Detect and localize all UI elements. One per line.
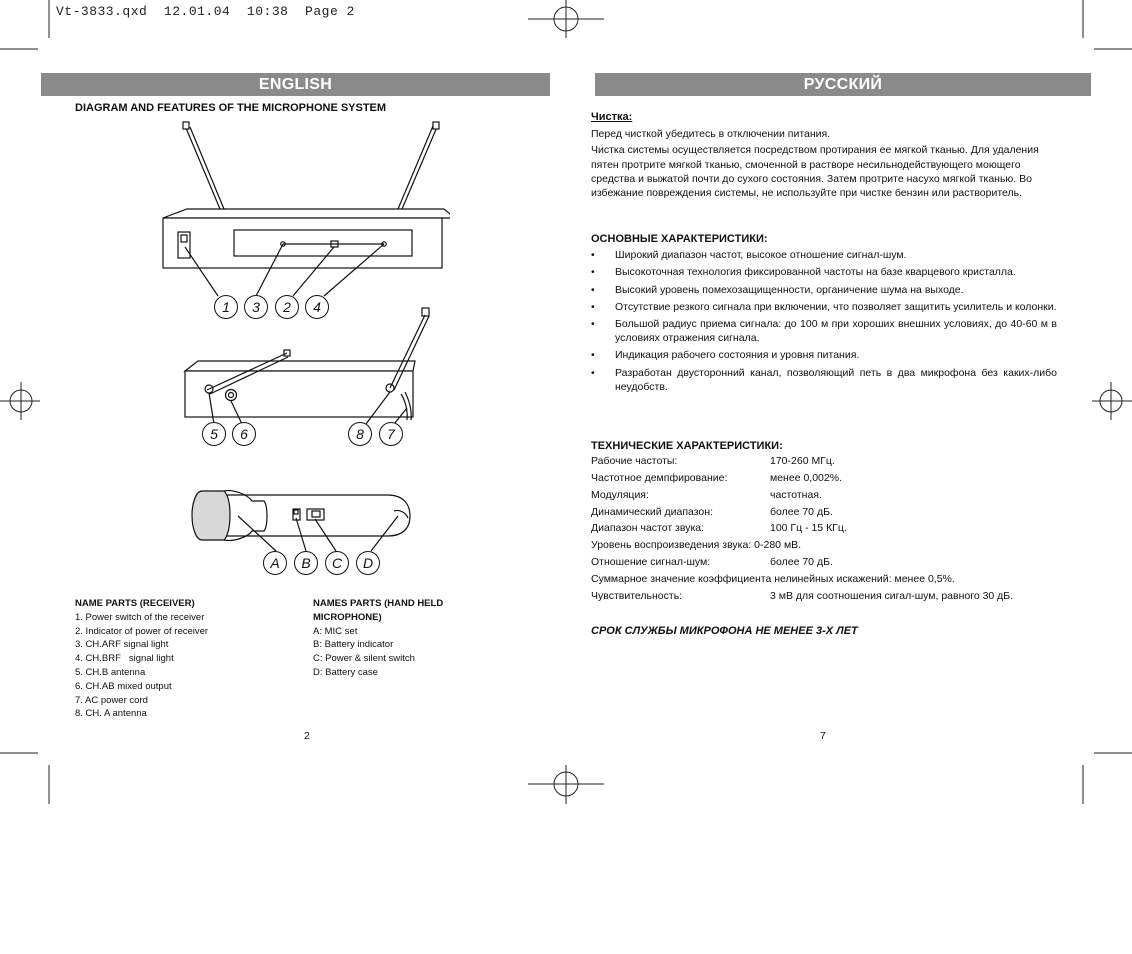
list-item: • Большой радиус приема сигнала: до 100 м при хороших внешних условиях, до 40-60 м в условиях отражения сигнала.: [591, 318, 1057, 345]
callout-label: C: [331, 555, 343, 571]
list-item: 8. CH. A antenna: [75, 708, 147, 720]
list-item: 7. AC power cord: [75, 694, 148, 706]
service-life-note: СРОК СЛУЖБЫ МИКРОФОНА НЕ МЕНЕЕ 3-Х ЛЕТ: [591, 625, 858, 637]
callout-label: 4: [313, 299, 321, 315]
callout-label: 3: [252, 299, 260, 315]
list-item: • Высокий уровень помехозащищенности, органичение шума на выходе.: [591, 283, 964, 296]
list-item: • Широкий диапазон частот, высокое отношение сигнал-шум.: [591, 249, 907, 262]
callout-label: D: [362, 555, 374, 571]
callout-label: 8: [356, 426, 364, 442]
spec-row: Диапазон частот звука: 100 Гц - 15 КГц.: [591, 522, 847, 535]
list-item: 5. CH.B antenna: [75, 666, 146, 678]
list-item: 3. CH.ARF signal light: [75, 639, 169, 651]
handheld-parts-list: [313, 597, 543, 680]
callout-label: A: [270, 555, 280, 571]
list-item: 6. CH.AB mixed output: [75, 680, 172, 692]
english-header-band: ENGLISH: [41, 73, 550, 96]
cleaning-heading: Чистка:: [591, 111, 633, 123]
list-item: • Индикация рабочего состояния и уровня питания.: [591, 349, 860, 362]
spec-row-level: Уровень воспроизведения звука: 0-280 мВ.: [591, 539, 802, 552]
callout-label: 7: [387, 426, 395, 442]
spec-row: Рабочие частоты: 170-260 МГц.: [591, 455, 835, 468]
spec-row: Отношение сигнал-шум: более 70 дБ.: [591, 555, 833, 568]
page-number-right: 7: [820, 730, 826, 742]
callout-label: 1: [222, 299, 230, 315]
list-item: C: Power & silent switch: [313, 653, 415, 665]
callout-label: 2: [283, 299, 291, 315]
handheld-parts-heading-cont: MICROPHONE): [313, 611, 382, 623]
list-item: • Разработан двусторонний канал, позволяющий петь в два микрофона без каких-либо неудобств.: [591, 366, 1057, 393]
handheld-parts-heading: NAMES PARTS (HAND HELD: [313, 598, 444, 609]
cleaning-paragraph-2: Чистка системы осуществляется посредством протирания ее мягкой тканью. Для удаления пятен протрите мягкой тканью, смоченной в растворе несильнодействующего моющего средства и выжатой почти до сухого состояния. Затем протрите насухо мягкой тканью. Во избежание повреждения системы, не используйте при чистке бензин или растворитель.: [591, 144, 1039, 200]
callout-label: B: [301, 555, 311, 571]
list-item: A: MIC set: [313, 625, 358, 637]
callout-label: 5: [210, 426, 218, 442]
receiver-parts-list: [75, 597, 305, 721]
list-item: 1. Power switch of the receiver: [75, 611, 205, 623]
list-item: 2. Indicator of power of receiver: [75, 625, 209, 637]
spec-row: Чувствительность: 3 мВ для соотношения сигал-шум, равного 30 дБ.: [591, 589, 1014, 602]
spec-row: Модуляция: частотная.: [591, 488, 822, 501]
microphone-system-illustration: [150, 118, 450, 578]
file-slug: Vt-3833.qxd 12.01.04 10:38 Page 2: [56, 4, 355, 19]
cleaning-section: [591, 110, 1057, 200]
list-item: • Высокоточная технология фиксированной частоты на базе кварцевого кристалла.: [591, 266, 1016, 279]
russian-header-band: РУССКИЙ: [595, 73, 1091, 96]
diagram-heading: DIAGRAM AND FEATURES OF THE MICROPHONE SYSTEM: [75, 102, 387, 114]
spec-row-thd: Суммарное значение коэффициента нелинейных искажений: менее 0,5%.: [591, 572, 955, 585]
receiver-parts-heading: NAME PARTS (RECEIVER): [75, 598, 195, 609]
page-number-left: 2: [304, 730, 310, 742]
list-item: • Отсутствие резкого сигнала при включении, что позволяет защитить усилитель и колонки.: [591, 300, 1057, 313]
specs-heading: ТЕХНИЧЕСКИЕ ХАРАКТЕРИСТИКИ:: [591, 440, 783, 452]
features-section: [591, 232, 1057, 394]
list-item: 4. CH.BRF signal light: [75, 653, 174, 665]
spec-row: Частотное демпфирование: менее 0,002%.: [591, 472, 842, 484]
specs-section: [591, 439, 1057, 605]
cleaning-paragraph-1: Перед чисткой убедитесь в отключении питания.: [591, 128, 831, 141]
list-item: B: Battery indicator: [313, 639, 394, 651]
spec-row: Динамический диапазон: более 70 дБ.: [591, 505, 833, 518]
list-item: D: Battery case: [313, 666, 378, 678]
callout-label: 6: [240, 426, 248, 442]
features-heading: ОСНОВНЫЕ ХАРАКТЕРИСТИКИ:: [591, 233, 768, 245]
